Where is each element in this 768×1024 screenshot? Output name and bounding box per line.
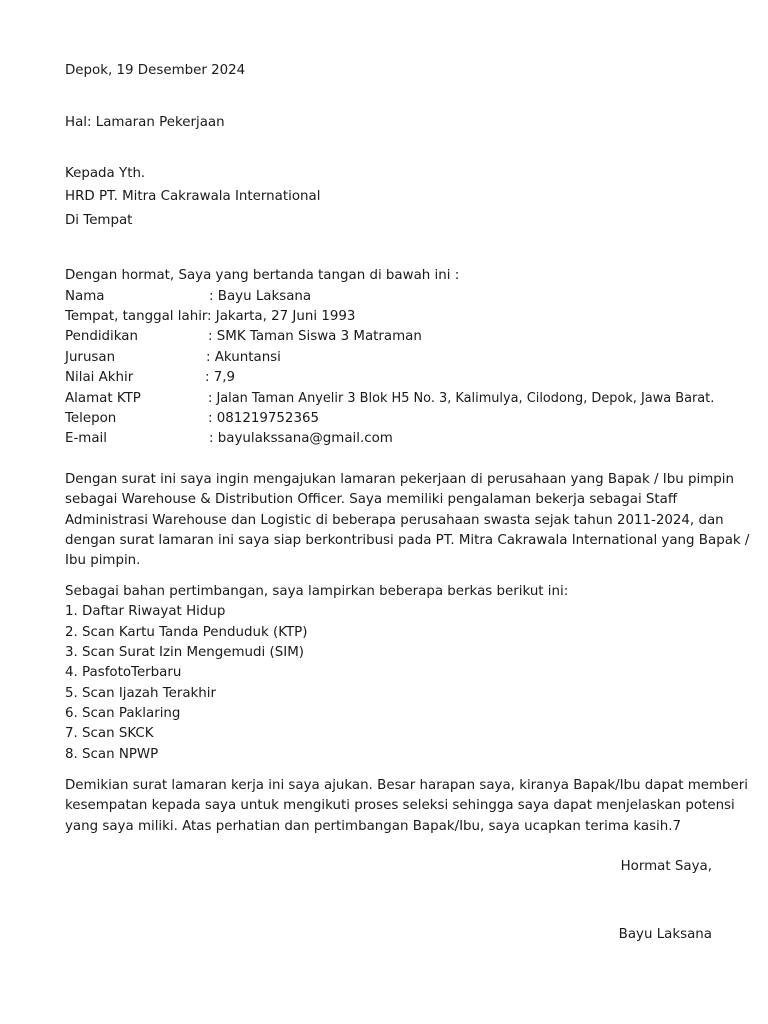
closing-line: Demikian surat lamaran kerja ini saya ajukan. Besar harapan saya, kiranya Bapak/Ibu dapat memberi — [65, 778, 749, 793]
signature-name: Bayu Laksana — [618, 927, 712, 942]
detail-label: Jurusan — [65, 350, 116, 365]
detail-value: : Jakarta, 27 Juni 1993 — [207, 309, 356, 324]
body-line: Dengan surat ini saya ingin mengajukan lamaran pekerjaan di perusahaan yang Bapak / Ibu pimpin — [65, 472, 734, 487]
detail-value: : SMK Taman Siswa 3 Matraman — [208, 329, 422, 344]
list-item: 1. Daftar Riwayat Hidup — [65, 604, 226, 619]
list-item: 8. Scan NPWP — [65, 747, 159, 762]
detail-label: Nama — [65, 289, 105, 304]
list-item: 5. Scan Ijazah Terakhir — [65, 686, 217, 701]
greeting: Dengan hormat, Saya yang bertanda tangan di bawah ini : — [65, 268, 460, 283]
body-line: Ibu pimpin. — [65, 553, 141, 568]
closing-line: yang saya miliki. Atas perhatian dan pertimbangan Bapak/Ibu, saya ucapkan terima kasih.7 — [65, 819, 682, 834]
list-item: 2. Scan Kartu Tanda Penduduk (KTP) — [65, 625, 308, 640]
detail-value: : Akuntansi — [206, 350, 281, 365]
detail-label: Tempat, tanggal lahir — [65, 309, 208, 324]
detail-label: E-mail — [65, 431, 107, 446]
detail-value: : 081219752365 — [208, 411, 320, 426]
letter-date: Depok, 19 Desember 2024 — [65, 63, 246, 78]
list-item: 4. PasfotoTerbaru — [65, 665, 182, 680]
recipient-line-3: Di Tempat — [65, 213, 133, 228]
list-item: 6. Scan Paklaring — [65, 706, 181, 721]
recipient-line-2: HRD PT. Mitra Cakrawala International — [65, 189, 321, 204]
recipient-line-1: Kepada Yth. — [65, 166, 146, 181]
body-line: sebagai Warehouse & Distribution Officer. Saya memiliki pengalaman bekerja sebagai Staff — [65, 492, 678, 507]
detail-value: : Bayu Laksana — [209, 289, 312, 304]
letter-subject: Hal: Lamaran Pekerjaan — [65, 115, 225, 130]
detail-value: : bayulakssana@gmail.com — [209, 431, 393, 446]
detail-value: : 7,9 — [205, 370, 236, 385]
attachments-intro: Sebagai bahan pertimbangan, saya lampirkan beberapa berkas berikut ini: — [65, 584, 569, 599]
signoff: Hormat Saya, — [620, 859, 712, 874]
body-line: Administrasi Warehouse dan Logistic di beberapa perusahaan swasta sejak tahun 2011-2024, dan — [65, 513, 724, 528]
closing-line: kesempatan kepada saya untuk mengikuti proses seleksi sehingga saya dapat menjelaskan potensi — [65, 798, 735, 813]
detail-label: Nilai Akhir — [65, 370, 134, 385]
detail-label: Alamat KTP — [65, 391, 141, 406]
body-line: dengan surat lamaran ini saya siap berkontribusi pada PT. Mitra Cakrawala International yang Bapak / — [65, 533, 750, 548]
list-item: 7. Scan SKCK — [65, 726, 154, 741]
detail-label: Pendidikan — [65, 329, 138, 344]
list-item: 3. Scan Surat Izin Mengemudi (SIM) — [65, 645, 304, 660]
detail-label: Telepon — [65, 411, 117, 426]
detail-value: : Jalan Taman Anyelir 3 Blok H5 No. 3, Kalimulya, Cilodong, Depok, Jawa Barat. — [208, 391, 715, 406]
